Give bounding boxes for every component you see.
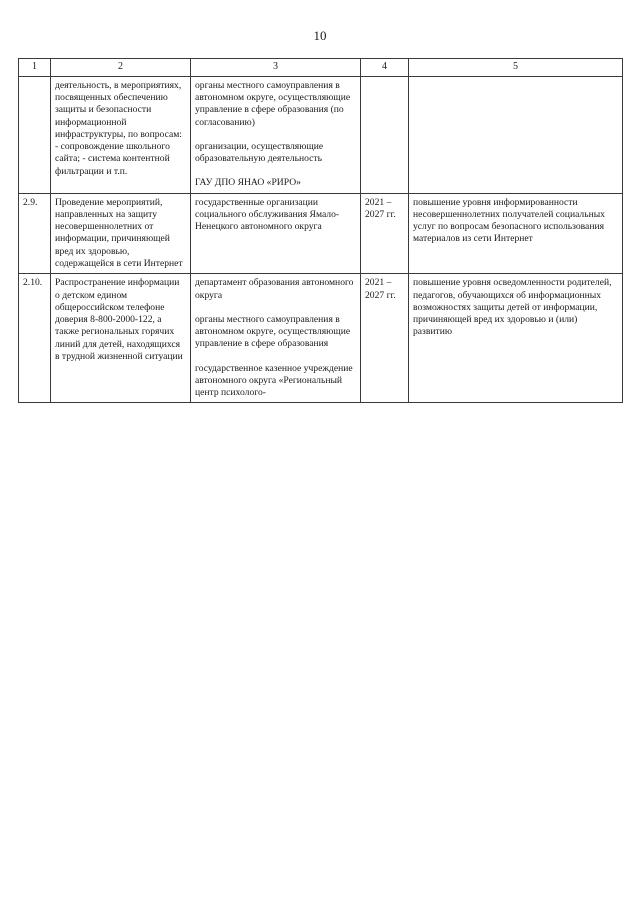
- executor: государственное казенное учреждение автономного округа «Региональный центр психолого-: [195, 362, 353, 399]
- column-number: 3: [191, 59, 361, 77]
- executor: организации, осуществляющие образовательную деятельность: [195, 140, 324, 165]
- executors-cell: [191, 193, 361, 274]
- period-cell: 2021 – 2027 гг.: [361, 193, 409, 274]
- executors-cell: [191, 76, 361, 193]
- executors-cell: [191, 274, 361, 403]
- page-number: 10: [313, 28, 327, 43]
- measures-table: [18, 58, 623, 403]
- table-row: [19, 76, 623, 193]
- executor: органы местного самоуправления в автономном округе, осуществляющие управление в сфере образования: [195, 313, 351, 350]
- column-number: 5: [409, 59, 623, 77]
- column-number: 4: [361, 59, 409, 77]
- executor: государственные организации социального обслуживания Ямало-Ненецкого автономного округа: [195, 196, 340, 233]
- activity-cell: Проведение мероприятий, направленных на защиту несовершеннолетних от информации, причиняющей вред их здоровью, содержащейся в сети Интернет: [51, 193, 191, 274]
- column-number: 1: [19, 59, 51, 77]
- item-number: [19, 76, 51, 193]
- executor: ГАУ ДПО ЯНАО «РИРО»: [195, 177, 301, 189]
- result-cell: повышение уровня осведомленности родителей, педагогов, обучающихся об информационных возможностях защиты детей от информации, причиняющей вред их здоровью и (или) развитию: [409, 274, 623, 403]
- table-row: [19, 193, 623, 274]
- column-number-row: [19, 59, 623, 77]
- result-cell: [409, 76, 623, 193]
- executor: департамент образования автономного округа: [195, 277, 354, 301]
- activity-cell: Распространение информации о детском едином общероссийском телефоне доверия 8-800-2000-122, а также региональных горячих линий для детей, находящихся в трудной жизненной ситуации: [51, 274, 191, 403]
- column-number: 2: [51, 59, 191, 77]
- result-cell: повышение уровня информированности несовершеннолетних получателей социальных услуг по вопросам безопасного использования материалов из сети Интернет: [409, 193, 623, 274]
- item-number: 2.9.: [19, 193, 51, 274]
- table-row: [19, 274, 623, 403]
- activity-cell: деятельность, в мероприятиях, посвященных обеспечению защиты и безопасности информационной инфраструктуры, по вопросам: - сопровождение школьного сайта; - система контентной фильтрации и т.п.: [51, 76, 191, 193]
- period-cell: 2021 – 2027 гг.: [361, 274, 409, 403]
- item-number: 2.10.: [19, 274, 51, 403]
- executor: органы местного самоуправления в автономном округе, осуществляющие управление в сфере образования (по согласованию): [195, 79, 351, 128]
- period-cell: [361, 76, 409, 193]
